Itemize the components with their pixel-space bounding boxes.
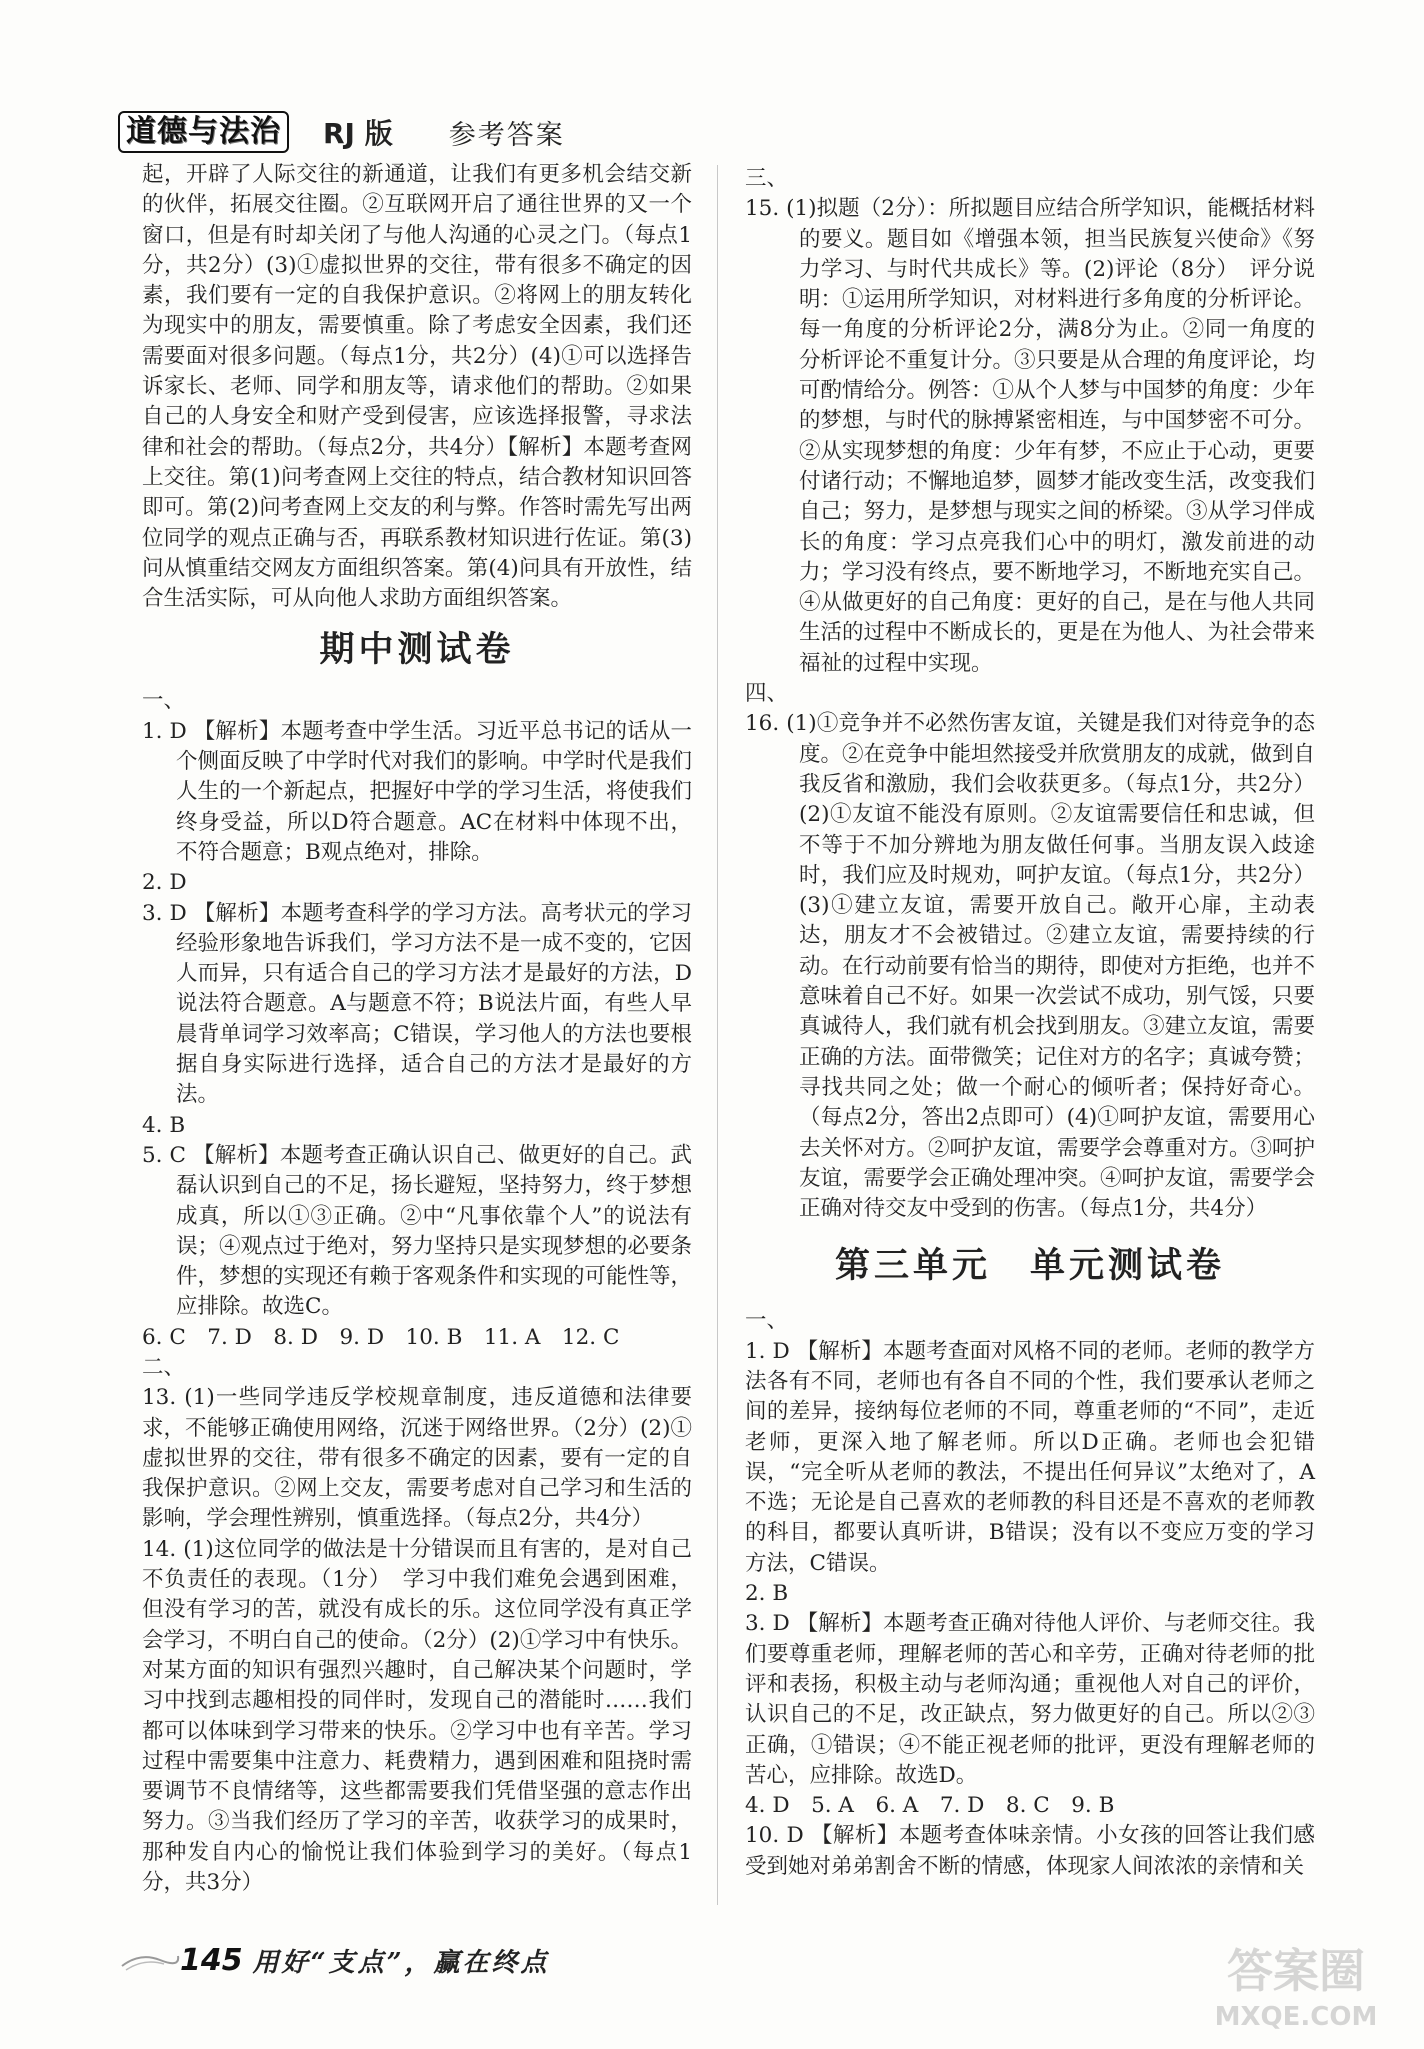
answer-item: 5. C 【解析】本题考查正确认识自己、做更好的自己。武磊认识到自己的不足，扬长避短，坚持努力，终于梦想成真，所以①③正确。②中“凡事依靠个人”的说法有误；④观点过于绝对，努力坚持只是实现梦想的必要条件，梦想的实现还有赖于客观条件和实现的可能性等，应排除。故选C。 (142, 1142, 693, 1320)
right-column (745, 164, 1315, 1882)
answer-list: 4. D 5. A 6. A 7. D 8. C 9. B (745, 1793, 1115, 1819)
answer-item: 2. D (142, 870, 187, 896)
part-label: 一、 (745, 1308, 789, 1334)
part-label: 一、 (142, 688, 186, 714)
answer-item: 1. D 【解析】本题考查中学生活。习近平总书记的话从一个侧面反映了中学时代对我们的影响。中学时代是我们人生的一个新起点，把握好中学的学习生活，将使我们终身受益，所以D符合题意。AC在材料中体现不出，不符合题意；B观点绝对，排除。 (142, 718, 693, 865)
answer-item: 16. (1)①竞争并不必然伤害友谊，关键是我们对待竞争的态度。②在竞争中能坦然接受并欣赏朋友的成就，做到自我反省和激励，我们会收获更多。（每点1分，共2分）(2)①友谊不能没有原则。②友谊需要信任和忠诚，但不等于不加分辨地为朋友做任何事。当朋友误入歧途时，我们应及时规劝，呵护友谊。（每点1分，共2分）(3)①建立友谊，需要开放自己。敞开心扉，主动表达，朋友才不会被错过。②建立友谊，需要持续的行动。在行动前要有恰当的期待，即使对方拒绝，也并不意味着自己不好。如果一次尝试不成功，别气馁，只要真诚待人，我们就有机会找到朋友。③建立友谊，需要正确的方法。面带微笑；记住对方的名字；真诚夸赞；寻找共同之处；做一个耐心的倾听者；保持好奇心。（每点2分，答出2点即可）(4)①呵护友谊，需要用心去关怀对方。②呵护友谊，需要学会尊重对方。③呵护友谊，需要学会正确处理冲突。④呵护友谊，需要学会正确对待交友中受到的伤害。（每点1分，共4分） (745, 711, 1316, 1222)
book-logo: 道德与法治 (118, 111, 289, 153)
header-title: 参考答案 (448, 119, 565, 151)
watermark-logo (1196, 1929, 1396, 2039)
section-title-unit3: 第三单元 单元测试卷 (834, 1246, 1225, 1287)
answer-list: 6. C 7. D 8. D 9. D 10. B 11. A 12. C (142, 1324, 620, 1350)
answer-item: 1. D 【解析】本题考查面对风格不同的老师。老师的教学方法各有不同，老师也有各自不同的个性，我们要承认老师之间的差异，接纳每位老师的不同，尊重老师的“不同”，走近老师，更深入地了解老师。所以D正确。老师也会犯错误，“完全听从老师的教法，不提出任何异议”太绝对了，A不选；无论是自己喜欢的老师教的科目还是不喜欢的老师教的科目，都要认真听讲，B错误；没有以不变应万变的学习方法，C错误。 (745, 1338, 1315, 1576)
swoosh-decoration-icon (120, 1950, 180, 1972)
answer-item: 10. D 【解析】本题考查体味亲情。小女孩的回答让我们感受到她对弟弟割舍不断的情感，体现家人间浓浓的亲情和关 (745, 1823, 1315, 1879)
answer-item: 2. B (745, 1581, 789, 1607)
answer-item: 4. B (142, 1112, 186, 1138)
page-number: 145 (180, 1943, 243, 1978)
part-label: 二、 (142, 1354, 186, 1380)
watermark-text: 答案圈 (1227, 1944, 1365, 1998)
part-label: 四、 (745, 681, 789, 707)
continued-answer-paragraph: 起，开辟了人际交往的新通道，让我们有更多机会结交新的伙伴，拓展交往圈。②互联网开启了通往世界的又一个窗口，但是有时却关闭了与他人沟通的心灵之门。（每点1分，共2分）(3)①虚拟世界的交往，带有很多不确定的因素，我们要有一定的自我保护意识。②将网上的朋友转化为现实中的朋友，需要慎重。除了考虑安全因素，我们还需要面对很多问题。（每点1分，共2分）(4)①可以选择告诉家长、老师、同学和朋友等，请求他们的帮助。②如果自己的人身安全和财产受到侵害，应该选择报警，寻求法律和社会的帮助。（每点2分，共4分）【解析】本题考查网上交往。第(1)问考查网上交往的特点，结合教材知识回答即可。第(2)问考查网上交友的利与弊。作答时需先写出两位同学的观点正确与否，再联系教材知识进行佐证。第(3)问从慎重结交网友方面组织答案。第(4)问具有开放性，结合生活实际，可从向他人求助方面组织答案。 (142, 162, 692, 612)
answer-item: 3. D 【解析】本题考查科学的学习方法。高考状元的学习经验形象地告诉我们，学习方法不是一成不变的，它因人而异，只有适合自己的学习方法才是最好的方法，D说法符合题意。A与题意不符；B说法片面，有些人早晨背单词学习效率高；C错误，学习他人的方法也要根据自身实际进行选择，适合自己的方法才是最好的方法。 (142, 900, 693, 1108)
left-column (142, 160, 692, 1898)
answer-item: 14. (1)这位同学的做法是十分错误而且有害的，是对自己不负责任的表现。（1分） 学习中我们难免会遇到困难，但没有学习的苦，就没有成长的乐。这位同学没有真正学会学习，不明白自己的使命。（2分）(2)①学习中有快乐。对某方面的知识有强烈兴趣时，自己解决某个问题时，学习中找到志趣相投的同伴时，发现自己的潜能时……我们都可以体味到学习带来的快乐。②学习中也有辛苦。学习过程中需要集中注意力、耗费精力，遇到困难和阻挠时需要调节不良情绪等，这些都需要我们凭借坚强的意志作出努力。③当我们经历了学习的辛苦，收获学习的成果时，那种发自内心的愉悦让我们体验到学习的美好。（每点1分，共3分） (142, 1536, 692, 1896)
column-divider (717, 165, 718, 1905)
page-header (118, 110, 565, 154)
part-label: 三、 (745, 166, 789, 191)
edition-label: RJ 版 (323, 117, 393, 150)
answer-item: 15. (1)拟题（2分）：所拟题目应结合所学知识，能概括材料的要义。题目如《增强本领，担当民族复兴使命》《努力学习、与时代共成长》等。(2)评论（8分） 评分说明：①运用所学知识，对材料进行多角度的分析评论。每一角度的分析评论2分，满8分为止。②同一角度的分析评论不重复计分。③只要是从合理的角度评论，均可酌情给分。例答：①从个人梦与中国梦的角度：少年的梦想，与时代的脉搏紧密相连，与中国梦密不可分。②从实现梦想的角度：少年有梦，不应止于心动，更要付诸行动；不懈地追梦，圆梦才能改变生活，改变我们自己；努力，是梦想与现实之间的桥梁。③从学习伴成长的角度：学习点亮我们心中的明灯，激发前进的动力；学习没有终点，要不断地学习，不断地充实自己。④从做更好的自己角度：更好的自己，是在与他人共同生活的过程中不断成长的，更是在为他人、为社会带来福祉的过程中实现。 (745, 196, 1316, 676)
answer-item: 13. (1)一些同学违反学校规章制度，违反道德和法律要求，不能够正确使用网络，沉迷于网络世界。（2分）(2)①虚拟世界的交往，带有很多不确定的因素，要有一定的自我保护意识。②网上交友，需要考虑对自己学习和生活的影响，学会理性辨别，慎重选择。（每点2分，共4分） (142, 1385, 692, 1532)
page-footer (120, 1942, 550, 1979)
watermark-url: MXQE.COM (1214, 2002, 1378, 2032)
answer-item: 3. D 【解析】本题考查正确对待他人评价、与老师交往。我们要尊重老师，理解老师的苦心和辛劳，正确对待老师的批评和表扬，积极主动与老师沟通；重视他人对自己的评价，认识自己的不足，改正缺点，努力做更好的自己。所以②③正确，①错误；④不能正视老师的批评，更没有理解老师的苦心，应排除。故选D。 (745, 1611, 1315, 1788)
footer-slogan: 用好“支点”，赢在终点 (252, 1948, 550, 1978)
section-title-midterm: 期中测试卷 (319, 630, 515, 671)
